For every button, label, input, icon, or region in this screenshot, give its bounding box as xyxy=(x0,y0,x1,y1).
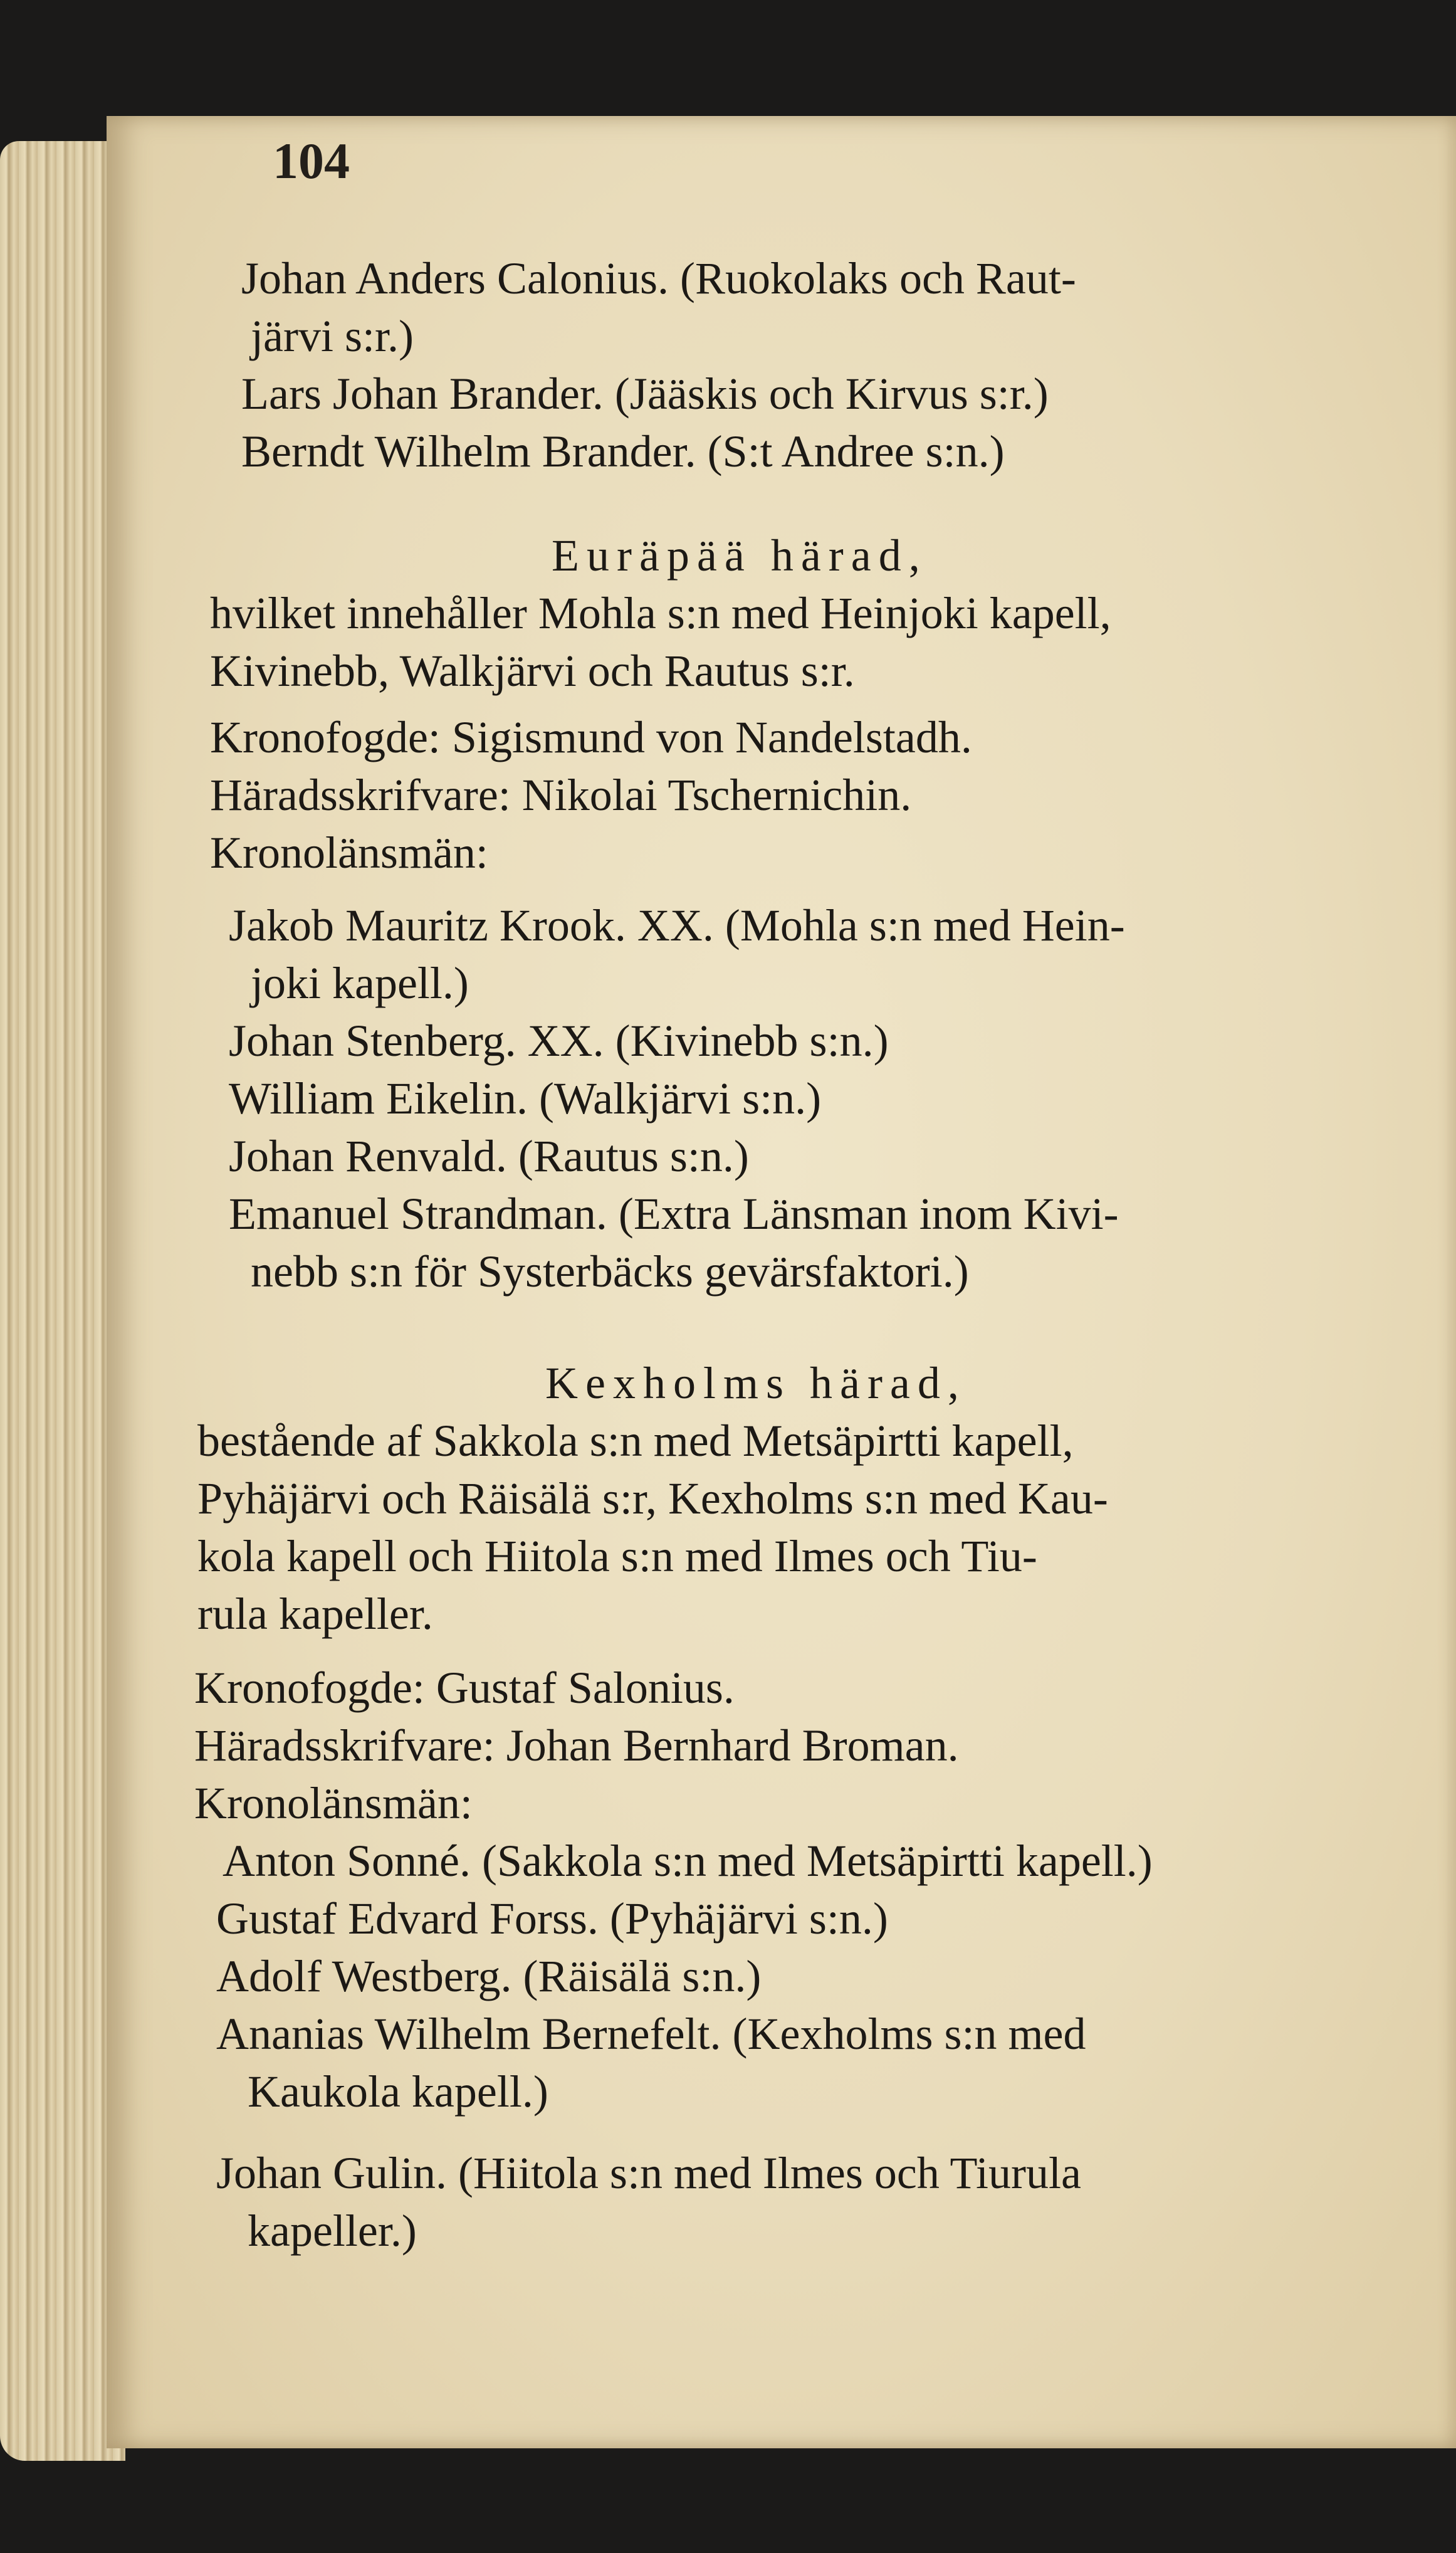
text-line: Pyhäjärvi och Räisälä s:r, Kexholms s:n med Kau- xyxy=(197,1473,1108,1524)
text-line: Johan Stenberg. XX. (Kivinebb s:n.) xyxy=(229,1016,889,1066)
text-line: Adolf Westberg. (Räisälä s:n.) xyxy=(216,1951,762,2001)
text-line: joki kapell.) xyxy=(251,958,469,1008)
text-line: nebb s:n för Systerbäcks gevärsfaktori.) xyxy=(251,1246,969,1297)
text-line: Kronofogde: Sigismund von Nandelstadh. xyxy=(210,712,972,762)
page-number: 104 xyxy=(273,132,350,189)
text-line: Berndt Wilhelm Brander. (S:t Andree s:n.) xyxy=(241,426,1005,476)
text-line: William Eikelin. (Walkjärvi s:n.) xyxy=(229,1073,822,1124)
text-line: Kronolänsmän: xyxy=(210,828,488,878)
text-line: Kivinebb, Walkjärvi och Rautus s:r. xyxy=(210,646,855,696)
text-line: Lars Johan Brander. (Jääskis och Kirvus s:r.) xyxy=(241,369,1049,419)
text-line: hvilket innehåller Mohla s:n med Heinjoki kapell, xyxy=(210,588,1111,638)
text-line: Anton Sonné. (Sakkola s:n med Metsäpirtti kapell.) xyxy=(223,1836,1153,1886)
text-line: Kronolänsmän: xyxy=(194,1778,473,1828)
text-line: Ananias Wilhelm Bernefelt. (Kexholms s:n med xyxy=(216,2009,1086,2059)
text-line: kapeller.) xyxy=(248,2206,417,2256)
text-line: Jakob Mauritz Krook. XX. (Mohla s:n med Hein- xyxy=(229,900,1125,950)
section-heading: Euräpää härad, xyxy=(552,530,928,581)
text-line: Johan Gulin. (Hiitola s:n med Ilmes och Tiurula xyxy=(216,2148,1081,2198)
text-line: Emanuel Strandman. (Extra Länsman inom Kivi- xyxy=(229,1189,1119,1239)
section-heading: Kexholms härad, xyxy=(545,1358,966,1408)
text-line: bestående af Sakkola s:n med Metsäpirtti kapell, xyxy=(197,1416,1074,1466)
text-line: Kronofogde: Gustaf Salonius. xyxy=(194,1663,735,1713)
text-line: Häradsskrifvare: Johan Bernhard Broman. xyxy=(194,1720,959,1771)
text-line: Johan Anders Calonius. (Ruokolaks och Raut- xyxy=(241,253,1076,303)
text-line: Johan Renvald. (Rautus s:n.) xyxy=(229,1131,749,1181)
text-line: rula kapeller. xyxy=(197,1589,433,1639)
text-line: Gustaf Edvard Forss. (Pyhäjärvi s:n.) xyxy=(216,1893,888,1944)
text-line: Kaukola kapell.) xyxy=(248,2066,548,2117)
text-line: järvi s:r.) xyxy=(251,311,414,361)
text-line: kola kapell och Hiitola s:n med Ilmes och Tiu- xyxy=(197,1531,1037,1581)
text-line: Häradsskrifvare: Nikolai Tschernichin. xyxy=(210,770,912,820)
